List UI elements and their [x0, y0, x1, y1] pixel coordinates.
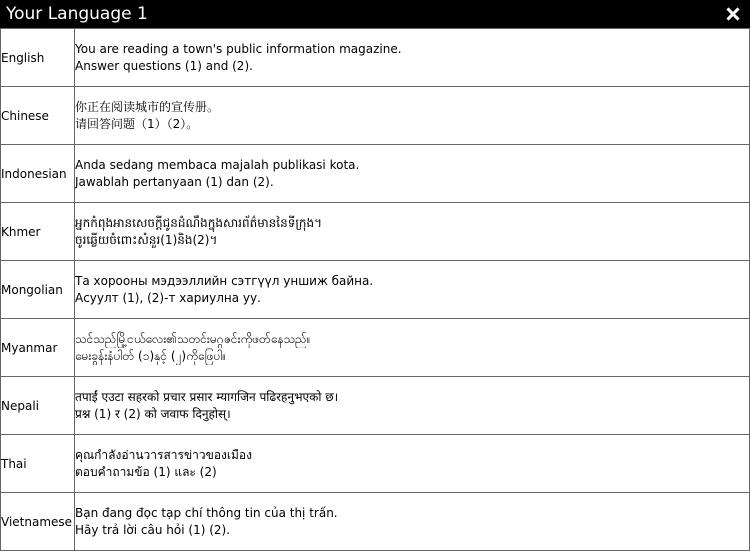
instruction-line: Anda sedang membaca majalah publikasi kota. — [75, 157, 360, 172]
instruction-line: ตอบคำถามข้อ (1) และ (2) — [75, 464, 217, 479]
instruction-line: You are reading a town's public information magazine. — [75, 41, 402, 56]
instruction-line: Та хорооны мэдээллийн сэтгүүл уншиж байна. — [75, 273, 374, 288]
table-row-myanmar — [1, 319, 750, 377]
instruction-line: ចូរឆ្លើយចំពោះសំនួរ(1)និង(2)។ — [75, 232, 218, 247]
table-row-english — [1, 29, 750, 87]
instruction-line: 你正在阅读城市的宣传册。 — [75, 99, 220, 114]
language-name: Nepali — [1, 377, 75, 435]
instruction-line: คุณกำลังอ่านวารสารข่าวของเมือง — [75, 447, 252, 462]
instruction-text — [75, 203, 750, 261]
instruction-text — [75, 435, 750, 493]
title-bar — [0, 0, 750, 28]
instruction-text — [75, 87, 750, 145]
instruction-line: Асуулт (1), (2)-т хариулна уу. — [75, 290, 261, 305]
instruction-line: तपाईं एउटा सहरको प्रचार प्रसार म्यागजिन पढिरहनुभएको छ। — [75, 389, 339, 404]
language-name: Myanmar — [1, 319, 75, 377]
instruction-line: သင်သည်မြို့ငယ်လေး၏သတင်းမဂ္ဂဇင်းကိုဖတ်နေသည်။ — [75, 331, 311, 346]
window-title: Your Language 1 — [6, 4, 148, 24]
close-button[interactable] — [724, 5, 742, 23]
instruction-line: Answer questions (1) and (2). — [75, 58, 253, 73]
language-name: Chinese — [1, 87, 75, 145]
language-table — [0, 28, 750, 551]
instruction-text — [75, 493, 750, 551]
language-name: Mongolian — [1, 261, 75, 319]
language-name: Vietnamese — [1, 493, 75, 551]
instruction-line: Bạn đang đọc tạp chí thông tin của thị trấn. — [75, 505, 338, 520]
instruction-text — [75, 145, 750, 203]
instruction-line: Jawablah pertanyaan (1) dan (2). — [75, 174, 274, 189]
table-row-nepali — [1, 377, 750, 435]
instruction-line: မေးခွန်းနံပါတ် (၁)နှင့် (၂)ကိုဖြေပါ။ — [75, 348, 227, 363]
language-name: English — [1, 29, 75, 87]
instruction-line: प्रश्न (1) र (2) को जवाफ दिनुहोस्। — [75, 406, 231, 421]
language-name: Khmer — [1, 203, 75, 261]
instruction-line: អ្នកកំពុងអានសេចក្ដីជូនដំណឹងក្នុងសារព័ត៌មាននៃទីក្រុង។ — [75, 215, 323, 230]
close-icon — [724, 5, 742, 23]
instruction-text — [75, 319, 750, 377]
instruction-line: Hãy trả lời câu hỏi (1) (2). — [75, 522, 231, 537]
instruction-text — [75, 29, 750, 87]
table-row-chinese — [1, 87, 750, 145]
table-row-vietnamese — [1, 493, 750, 551]
table-row-thai — [1, 435, 750, 493]
table-row-indonesian — [1, 145, 750, 203]
table-row-khmer — [1, 203, 750, 261]
table-row-mongolian — [1, 261, 750, 319]
language-name: Thai — [1, 435, 75, 493]
instruction-text — [75, 261, 750, 319]
instruction-line: 请回答问题（1）（2）。 — [75, 116, 199, 131]
instruction-text — [75, 377, 750, 435]
language-name: Indonesian — [1, 145, 75, 203]
